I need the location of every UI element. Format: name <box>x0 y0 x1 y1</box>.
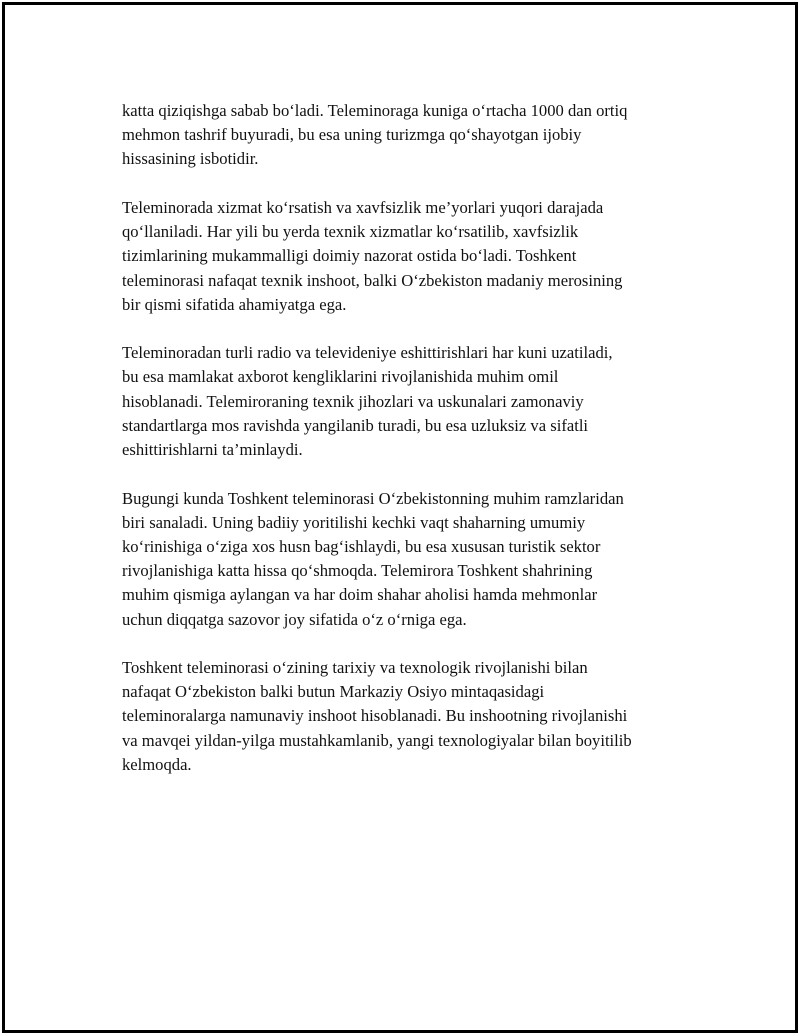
text-line: rivojlanishiga katta hissa qo‘shmoqda. Telemirora Toshkent shahrining <box>122 561 593 581</box>
text-line: teleminorasi nafaqat texnik inshoot, balki O‘zbekiston madaniy merosining <box>122 270 623 290</box>
text-line: Teleminorada xizmat ko‘rsatish va xavfsizlik me’yorlari yuqori darajada <box>122 197 604 217</box>
text-line: eshittirishlarni ta’minlaydi. <box>122 440 303 460</box>
text-line: nafaqat O‘zbekiston balki butun Markaziy Osiyo mintaqasidagi <box>122 682 545 702</box>
text-line: bu esa mamlakat axborot kengliklarini rivojlanishida muhim omil <box>122 367 559 387</box>
text-line: kelmoqda. <box>122 754 192 774</box>
text-line: uchun diqqatga sazovor joy sifatida o‘z o‘rniga ega. <box>122 609 467 629</box>
paragraph-3 <box>122 341 702 462</box>
text-line: katta qiziqishga sabab bo‘ladi. Teleminoraga kuniga o‘rtacha 1000 dan ortiq <box>122 101 628 120</box>
text-line: Teleminoradan turli radio va televideniye eshittirishlari har kuni uzatiladi, <box>122 343 613 363</box>
text-line: tizimlarining mukammalligi doimiy nazorat ostida bo‘ladi. Toshkent <box>122 246 577 266</box>
text-line: muhim qismiga aylangan va har doim shahar aholisi hamda mehmonlar <box>122 585 598 605</box>
text-line: mehmon tashrif buyuradi, bu esa uning turizmga qo‘shayotgan ijobiy <box>122 125 582 145</box>
text-line: bir qismi sifatida ahamiyatga ega. <box>122 294 347 314</box>
page-frame <box>2 2 798 1033</box>
paragraph-2 <box>122 196 702 317</box>
text-line: hisoblanadi. Telemiroraning texnik jihozlari va uskunalari zamonaviy <box>122 391 584 411</box>
text-line: ko‘rinishiga o‘ziga xos husn bag‘ishlaydi, bu esa xususan turistik sektor <box>122 536 601 556</box>
text-line: Bugungi kunda Toshkent teleminorasi O‘zbekistonning muhim ramzlaridan <box>122 488 624 508</box>
document-body <box>122 99 702 801</box>
text-line: qo‘llaniladi. Har yili bu yerda texnik xizmatlar ko‘rsatilib, xavfsizlik <box>122 222 579 242</box>
text-line: biri sanaladi. Uning badiiy yoritilishi kechki vaqt shaharning umumiy <box>122 512 586 532</box>
text-line: hissasining isbotidir. <box>122 149 259 169</box>
text-line: Toshkent teleminorasi o‘zining tarixiy va texnologik rivojlanishi bilan <box>122 658 588 678</box>
text-line: standartlarga mos ravishda yangilanib turadi, bu esa uzluksiz va sifatli <box>122 415 589 435</box>
text-line: va mavqei yildan-yilga mustahkamlanib, yangi texnologiyalar bilan boyitilib <box>122 730 632 750</box>
text-line: teleminoralarga namunaviy inshoot hisoblanadi. Bu inshootning rivojlanishi <box>122 706 628 726</box>
paragraph-1 <box>122 99 702 172</box>
paragraph-4 <box>122 487 702 632</box>
paragraph-5 <box>122 656 702 777</box>
